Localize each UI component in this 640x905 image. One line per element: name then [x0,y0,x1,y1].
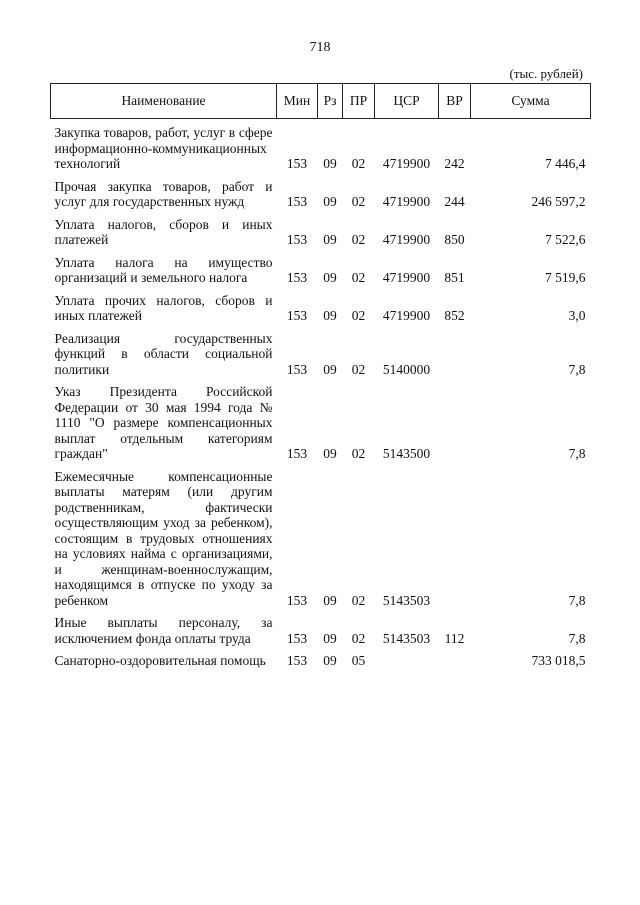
cell-csr: 4719900 [382,270,431,285]
page-number: 718 [309,40,331,55]
table-row [51,608,591,646]
cell-rz: 09 [323,270,337,285]
cell-sum: 246 597,2 [531,194,586,209]
cell-name: Иные выплаты персоналу, за исключением фонда оплаты труда [54,615,273,646]
table-row [51,248,591,286]
cell-sum: 7,8 [568,361,586,377]
cell-vr [439,462,471,609]
cell-min: 153 [286,361,308,377]
table-row [51,119,591,172]
cell-vr [439,377,471,462]
cell-min: 153 [286,156,308,171]
cell-name: Прочая закупка товаров, работ и услуг для государственных нужд [54,178,273,209]
cell-vr [439,324,471,378]
cell-rz: 09 [323,194,337,209]
cell-pr: 02 [351,592,366,608]
cell-rz: 09 [323,592,337,608]
cell-pr: 02 [351,270,366,285]
cell-vr: 852 [444,308,465,323]
table-row [51,172,591,210]
cell-rz: 09 [323,156,337,171]
header-vr: ВР [439,84,471,119]
cell-pr: 02 [351,232,366,247]
cell-name: Указ Президента Российской Федерации от 30 мая 1994 года № 1110 "О размере компенсационных выплат отдельным категориям граждан" [54,384,273,461]
cell-csr: 5143503 [382,592,431,608]
cell-vr: 851 [444,270,465,285]
header-pr: ПР [343,84,375,119]
cell-csr: 5143503 [382,630,431,646]
header-name: Наименование [51,84,277,119]
header-csr: ЦСР [375,84,439,119]
cell-min: 153 [286,630,308,646]
table-row [51,462,591,609]
cell-rz: 09 [323,361,337,377]
cell-csr: 4719900 [382,156,431,171]
cell-name: Уплата налогов, сборов и иных платежей [54,216,273,247]
cell-sum: 7,8 [568,592,586,608]
cell-vr: 242 [444,156,465,171]
cell-min: 153 [286,308,308,323]
cell-csr: 4719900 [382,194,431,209]
cell-sum: 7 446,4 [545,156,586,171]
cell-pr: 02 [351,194,366,209]
cell-pr: 02 [351,156,366,171]
table-row [51,210,591,248]
cell-pr: 02 [351,361,366,377]
budget-table [50,83,591,669]
table-row [51,646,591,669]
cell-min: 153 [286,446,308,461]
cell-sum: 3,0 [568,308,586,323]
cell-pr: 02 [351,308,366,323]
cell-pr: 05 [351,653,366,668]
cell-sum: 7 519,6 [545,270,586,285]
cell-sum: 7 522,6 [545,232,586,247]
cell-min: 153 [286,592,308,608]
cell-sum: 7,8 [568,446,586,461]
cell-rz: 09 [323,308,337,323]
table-row [51,324,591,378]
header-sum: Сумма [471,84,591,119]
cell-name: Ежемесячные компенсационные выплаты матерям (или другим родственникам, фактически осуществляющим уход за ребенком), состоящим в трудовых отношениях на условиях найма с организациями, и женщинам-военнослужащим, находящимся в отпуске по уходу за ребенком [54,468,273,608]
cell-rz: 09 [323,446,337,461]
cell-vr: 850 [444,232,465,247]
cell-csr: 4719900 [382,232,431,247]
cell-min: 153 [286,653,308,668]
cell-csr: 4719900 [382,308,431,323]
cell-name: Санаторно-оздоровительная помощь [54,653,266,668]
cell-sum: 733 018,5 [531,653,586,668]
table-row [51,377,591,462]
table-header-row [51,84,591,119]
cell-vr: 244 [444,194,465,209]
cell-min: 153 [286,232,308,247]
units-label: (тыс. рублей) [509,66,583,81]
cell-pr: 02 [351,630,366,646]
cell-name: Уплата налога на имущество организаций и земельного налога [54,254,273,285]
cell-min: 153 [286,194,308,209]
cell-rz: 09 [323,232,337,247]
cell-rz: 09 [323,630,337,646]
cell-vr [439,646,471,669]
header-rz: Рз [318,84,343,119]
cell-name: Реализация государственных функций в области социальной политики [54,330,273,377]
cell-rz: 09 [323,653,337,668]
cell-csr [375,646,439,669]
cell-sum: 7,8 [568,630,586,646]
cell-name: Закупка товаров, работ, услуг в сфере информационно-коммуникационных технологий [54,125,273,171]
cell-name: Уплата прочих налогов, сборов и иных платежей [54,292,273,323]
cell-vr: 112 [444,630,465,646]
cell-min: 153 [286,270,308,285]
cell-csr: 5143500 [382,446,431,461]
cell-pr: 02 [351,446,366,461]
table-row [51,286,591,324]
cell-csr: 5140000 [382,361,431,377]
header-min: Мин [277,84,318,119]
